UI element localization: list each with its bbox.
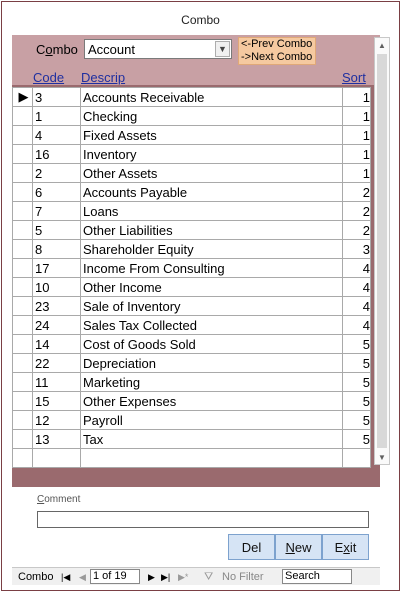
cell-descrip[interactable]: Cost of Goods Sold	[81, 335, 343, 354]
cell-sort[interactable]: 1	[343, 107, 371, 126]
next-combo-label: ->Next Combo	[241, 51, 313, 63]
cell-descrip[interactable]: Checking	[81, 107, 343, 126]
first-record-icon[interactable]: |◀	[61, 572, 71, 582]
comment-input[interactable]	[37, 511, 369, 528]
cell-sort[interactable]: 1	[343, 126, 371, 145]
table-row[interactable]	[13, 316, 371, 335]
new-record-cell[interactable]	[81, 449, 343, 468]
cell-sort[interactable]: 5	[343, 411, 371, 430]
table-row[interactable]	[13, 335, 371, 354]
cell-code[interactable]: 14	[33, 335, 81, 354]
chevron-down-icon[interactable]: ▼	[215, 41, 230, 57]
combo-form	[12, 35, 386, 567]
form-header	[12, 35, 380, 85]
new-record-cell[interactable]	[13, 449, 33, 468]
exit-button[interactable]: E x it	[322, 534, 369, 560]
record-selector[interactable]	[13, 316, 33, 335]
new-record-icon[interactable]: ▶*	[178, 572, 189, 582]
new-record-cell[interactable]	[343, 449, 371, 468]
prev-next-combo-button[interactable]	[238, 37, 316, 65]
cell-descrip[interactable]: Inventory	[81, 145, 343, 164]
previous-record-icon[interactable]: ◀	[79, 572, 86, 582]
table-row[interactable]	[13, 259, 371, 278]
prev-combo-label: <-Prev Combo	[241, 38, 313, 50]
cell-descrip[interactable]: Depreciation	[81, 354, 343, 373]
record-selector[interactable]	[13, 297, 33, 316]
cell-descrip[interactable]: Other Assets	[81, 164, 343, 183]
cell-code[interactable]: 3	[33, 88, 81, 107]
cell-code[interactable]: 4	[33, 126, 81, 145]
cell-code[interactable]: 13	[33, 430, 81, 449]
current-record-selector-icon[interactable]: ▶	[13, 88, 33, 107]
cell-descrip[interactable]: Tax	[81, 430, 343, 449]
scroll-up-icon[interactable]: ▲	[378, 40, 386, 50]
record-selector[interactable]	[13, 259, 33, 278]
record-selector[interactable]	[13, 202, 33, 221]
cell-code[interactable]: 15	[33, 392, 81, 411]
cell-code[interactable]: 12	[33, 411, 81, 430]
cell-sort[interactable]: 1	[343, 164, 371, 183]
cell-sort[interactable]: 4	[343, 297, 371, 316]
cell-sort[interactable]: 2	[343, 221, 371, 240]
cell-code[interactable]: 16	[33, 145, 81, 164]
cell-sort[interactable]: 4	[343, 316, 371, 335]
table-row[interactable]	[13, 221, 371, 240]
record-selector[interactable]	[13, 354, 33, 373]
cell-code[interactable]: 6	[33, 183, 81, 202]
table-row[interactable]	[13, 373, 371, 392]
cell-sort[interactable]: 5	[343, 430, 371, 449]
table-row[interactable]	[13, 297, 371, 316]
record-navigation-bar	[12, 567, 380, 585]
next-record-icon[interactable]: ▶	[148, 572, 155, 582]
navbar-label: Combo	[18, 571, 54, 583]
record-selector[interactable]	[13, 107, 33, 126]
cell-code[interactable]: 1	[33, 107, 81, 126]
record-selector[interactable]	[13, 278, 33, 297]
table-row[interactable]	[13, 430, 371, 449]
cell-code[interactable]: 24	[33, 316, 81, 335]
cell-code[interactable]: 10	[33, 278, 81, 297]
column-header-code[interactable]: Code	[33, 70, 65, 85]
table-row[interactable]	[13, 240, 371, 259]
new-button[interactable]: N ew	[275, 534, 322, 560]
del-button[interactable]: Del	[228, 534, 275, 560]
filter-icon[interactable]: ⛛	[204, 571, 214, 583]
scroll-thumb[interactable]	[377, 54, 387, 448]
comment-label: Comment	[37, 494, 81, 505]
record-selector[interactable]	[13, 126, 33, 145]
table-row[interactable]	[13, 202, 371, 221]
cell-sort[interactable]: 5	[343, 392, 371, 411]
table-row[interactable]	[13, 278, 371, 297]
cell-code[interactable]: 8	[33, 240, 81, 259]
cell-descrip[interactable]: Sale of Inventory	[81, 297, 343, 316]
records-grid	[12, 87, 371, 468]
record-selector[interactable]	[13, 411, 33, 430]
table-row[interactable]	[13, 411, 371, 430]
record-selector[interactable]	[13, 145, 33, 164]
cell-descrip[interactable]: Shareholder Equity	[81, 240, 343, 259]
search-input[interactable]: Search	[282, 569, 352, 584]
scroll-down-icon[interactable]: ▼	[378, 452, 386, 462]
table-row[interactable]	[13, 107, 371, 126]
table-row[interactable]	[13, 145, 371, 164]
cell-descrip[interactable]: Fixed Assets	[81, 126, 343, 145]
cell-code[interactable]: 5	[33, 221, 81, 240]
cell-descrip[interactable]: Sales Tax Collected	[81, 316, 343, 335]
cell-sort[interactable]: 1	[343, 145, 371, 164]
column-header-sort[interactable]: Sort	[342, 70, 366, 85]
record-selector[interactable]	[13, 183, 33, 202]
cell-code[interactable]: 23	[33, 297, 81, 316]
record-selector[interactable]	[13, 430, 33, 449]
cell-descrip[interactable]: Accounts Receivable	[81, 88, 343, 107]
cell-code[interactable]: 11	[33, 373, 81, 392]
record-selector[interactable]	[13, 221, 33, 240]
cell-code[interactable]: 7	[33, 202, 81, 221]
cell-descrip[interactable]: Other Liabilities	[81, 221, 343, 240]
record-selector[interactable]	[13, 373, 33, 392]
cell-descrip[interactable]: Marketing	[81, 373, 343, 392]
cell-sort[interactable]: 4	[343, 278, 371, 297]
record-selector[interactable]	[13, 240, 33, 259]
new-record-row[interactable]	[13, 449, 371, 468]
cell-descrip[interactable]: Loans	[81, 202, 343, 221]
window-title: Combo	[181, 13, 220, 27]
table-row[interactable]	[13, 88, 371, 107]
cell-sort[interactable]: 5	[343, 335, 371, 354]
table-row[interactable]	[13, 354, 371, 373]
combo-window	[1, 1, 400, 591]
record-selector[interactable]	[13, 392, 33, 411]
cell-sort[interactable]: 3	[343, 240, 371, 259]
table-row[interactable]	[13, 392, 371, 411]
table-row[interactable]	[13, 126, 371, 145]
cell-code[interactable]: 22	[33, 354, 81, 373]
table-row[interactable]	[13, 164, 371, 183]
current-record-field[interactable]: 1 of 19	[90, 569, 140, 584]
cell-sort[interactable]: 2	[343, 183, 371, 202]
cell-code[interactable]: 17	[33, 259, 81, 278]
new-record-cell[interactable]	[33, 449, 81, 468]
record-selector[interactable]	[13, 335, 33, 354]
last-record-icon[interactable]: ▶|	[161, 572, 171, 582]
cell-descrip[interactable]: Income From Consulting	[81, 259, 343, 278]
cell-sort[interactable]: 1	[343, 88, 371, 107]
cell-sort[interactable]: 2	[343, 202, 371, 221]
column-header-descrip[interactable]: Descrip	[81, 70, 126, 85]
comment-area	[12, 487, 380, 567]
cell-descrip[interactable]: Other Expenses	[81, 392, 343, 411]
combo-label: Combo	[36, 42, 78, 57]
cell-sort[interactable]: 4	[343, 259, 371, 278]
cell-code[interactable]: 2	[33, 164, 81, 183]
combo-select[interactable]	[84, 39, 232, 59]
cell-sort[interactable]: 5	[343, 373, 371, 392]
cell-descrip[interactable]: Other Income	[81, 278, 343, 297]
cell-sort[interactable]: 5	[343, 354, 371, 373]
cell-descrip[interactable]: Payroll	[81, 411, 343, 430]
table-row[interactable]	[13, 183, 371, 202]
combo-select-value: Account	[88, 42, 135, 57]
no-filter-label[interactable]: No Filter	[222, 571, 264, 583]
vertical-scrollbar[interactable]	[374, 37, 390, 465]
record-selector[interactable]	[13, 164, 33, 183]
cell-descrip[interactable]: Accounts Payable	[81, 183, 343, 202]
